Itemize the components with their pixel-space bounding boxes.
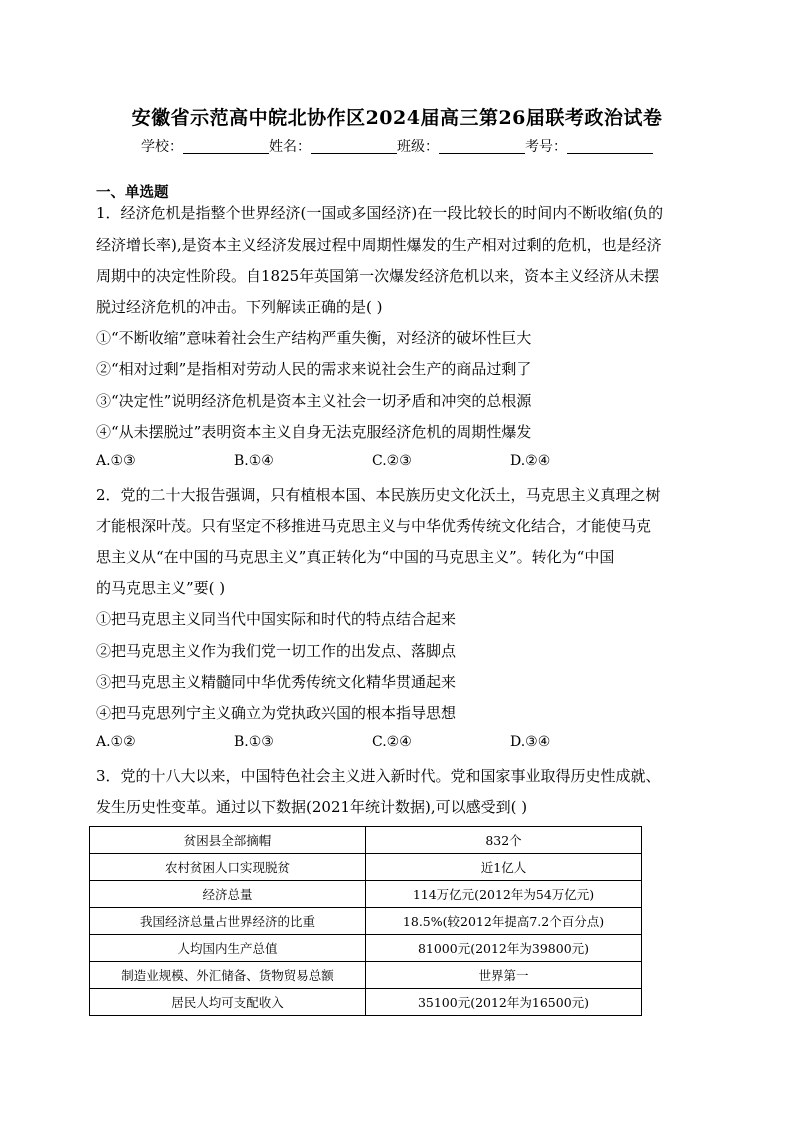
class-label: 班级： [397, 139, 439, 155]
exam-number-label: 考号： [525, 139, 567, 155]
q2-option-d[interactable]: D.③④ [510, 734, 551, 750]
table-row [90, 962, 642, 989]
q2-stem-line: 才能根深叶茂。只有坚定不移推进马克思主义与中华优秀传统文化结合，才能使马克 [96, 517, 652, 535]
q2-option-c[interactable]: C.②④ [372, 734, 412, 750]
q1-item: ④“从未摆脱过”表明资本主义自身无法克服经济危机的周期性爆发 [96, 423, 532, 441]
q2-stem-line: 的马克思主义”要( ) [96, 579, 226, 597]
q2-item: ③把马克思主义精髓同中华优秀传统文化精华贯通起来 [96, 673, 457, 691]
class-field[interactable] [439, 139, 525, 154]
table-cell-value: 近1亿人 [366, 854, 642, 881]
statistics-table [89, 826, 642, 1016]
q2-option-b[interactable]: B.①③ [234, 734, 274, 750]
section-heading: 一、单选题 [96, 184, 169, 201]
table-cell-value: 35100元(2012年为16500元) [366, 989, 642, 1016]
table-cell-value: 18.5%(较2012年提高7.2个百分点) [366, 908, 642, 935]
q2-stem-line: 思主义从“在中国的马克思主义”真正转化为“中国的马克思主义”。转化为“中国 [96, 548, 615, 566]
q2-stem-line: 2．党的二十大报告强调，只有植根本国、本民族历史文化沃土，马克思主义真理之树 [96, 486, 661, 504]
name-field[interactable] [311, 139, 397, 154]
q1-option-a[interactable]: A.①③ [96, 453, 136, 469]
table-cell-value: 832个 [366, 827, 642, 854]
q2-item: ①把马克思主义同当代中国实际和时代的特点结合起来 [96, 610, 457, 628]
table-cell-value: 114万亿元(2012年为54万亿元) [366, 881, 642, 908]
q1-item: ②“相对过剩”是指相对劳动人民的需求来说社会生产的商品过剩了 [96, 360, 532, 378]
student-info-row [0, 136, 794, 156]
q1-stem-line: 周期中的决定性阶段。自1825年英国第一次爆发经济危机以来，资本主义经济从未摆 [96, 267, 660, 285]
q1-option-c[interactable]: C.②③ [372, 453, 412, 469]
table-row [90, 827, 642, 854]
table-row [90, 854, 642, 881]
table-row [90, 908, 642, 935]
q3-stem-line: 发生历史性变革。通过以下数据(2021年统计数据),可以感受到( ) [96, 798, 528, 816]
page-title: 安徽省示范高中皖北协作区2024届高三第26届联考政治试卷 [131, 107, 663, 129]
q2-item: ④把马克思列宁主义确立为党执政兴国的根本指导思想 [96, 704, 457, 722]
q2-item: ②把马克思主义作为我们党一切工作的出发点、落脚点 [96, 642, 457, 660]
table-row [90, 881, 642, 908]
table-cell-value: 81000元(2012年为39800元) [366, 935, 642, 962]
table-cell-label: 经济总量 [90, 881, 366, 908]
q3-stem-line: 3．党的十八大以来，中国特色社会主义进入新时代。党和国家事业取得历史性成就、 [96, 767, 661, 785]
q1-option-b[interactable]: B.①④ [234, 453, 274, 469]
q1-option-d[interactable]: D.②④ [510, 453, 551, 469]
q1-stem-line: 脱过经济危机的冲击。下列解读正确的是( ) [96, 298, 383, 316]
table-cell-label: 我国经济总量占世界经济的比重 [90, 908, 366, 935]
school-field[interactable] [183, 139, 269, 154]
q1-item: ①“不断收缩”意味着社会生产结构严重失衡，对经济的破坏性巨大 [96, 329, 532, 347]
q1-stem-line: 1．经济危机是指整个世界经济(一国或多国经济)在一段比较长的时间内不断收缩(负的 [96, 204, 664, 222]
table-cell-label: 居民人均可支配收入 [90, 989, 366, 1016]
table-cell-label: 农村贫困人口实现脱贫 [90, 854, 366, 881]
q1-item: ③“决定性”说明经济危机是资本主义社会一切矛盾和冲突的总根源 [96, 392, 532, 410]
school-label: 学校： [141, 139, 183, 155]
table-cell-value: 世界第一 [366, 962, 642, 989]
table-cell-label: 制造业规模、外汇储备、货物贸易总额 [90, 962, 366, 989]
table-cell-label: 贫困县全部摘帽 [90, 827, 366, 854]
exam-number-field[interactable] [567, 139, 653, 154]
table-row [90, 935, 642, 962]
table-row [90, 989, 642, 1016]
q2-option-a[interactable]: A.①② [96, 734, 136, 750]
name-label: 姓名： [269, 139, 311, 155]
q1-stem-line: 经济增长率),是资本主义经济发展过程中周期性爆发的生产相对过剩的危机，也是经济 [96, 236, 662, 254]
table-cell-label: 人均国内生产总值 [90, 935, 366, 962]
